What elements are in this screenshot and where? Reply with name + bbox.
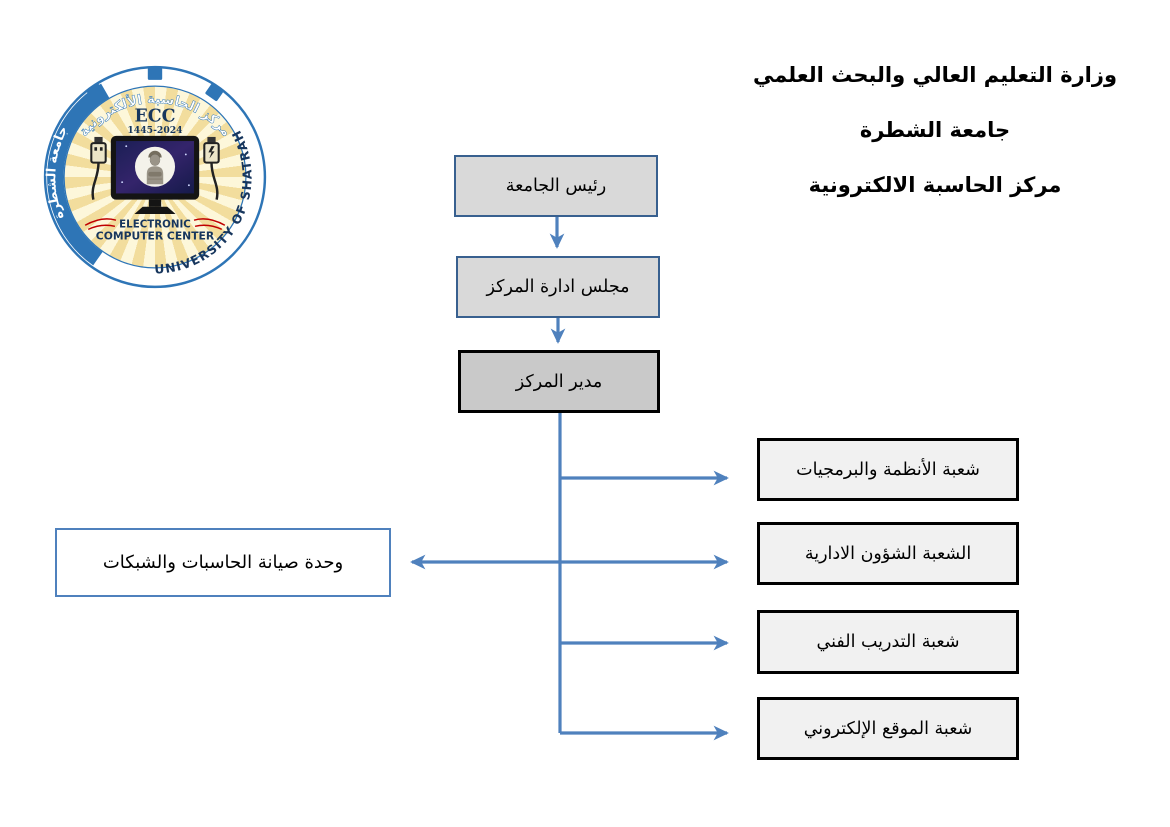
node-division-systems-software: شعبة الأنظمة والبرمجيات xyxy=(757,438,1019,501)
logo-university-english: UNIVERSITY OF SHATRAH xyxy=(154,127,255,277)
node-division-website: شعبة الموقع الإلكتروني xyxy=(757,697,1019,760)
node-division-administrative-affairs: الشعبة الشؤون الادارية xyxy=(757,522,1019,585)
logo-name-line2: COMPUTER CENTER xyxy=(95,229,215,243)
logo-artwork xyxy=(42,64,268,290)
usb-plug-right-icon xyxy=(204,137,218,200)
header-ministry: وزارة التعليم العالي والبحث العلمي xyxy=(752,63,1118,87)
node-division-technical-training: شعبة التدريب الفني xyxy=(757,610,1019,674)
logo-years: 1445-2024 xyxy=(127,124,183,136)
logo-university-arabic: جامعة الشطرة xyxy=(44,123,72,222)
usb-plug-left-icon xyxy=(91,137,105,200)
document-header xyxy=(705,60,1165,225)
node-maintenance-unit: وحدة صيانة الحاسبات والشبكات xyxy=(55,528,391,597)
computer-monitor-icon xyxy=(111,136,199,214)
header-university: جامعة الشطرة xyxy=(859,118,1011,142)
logo-acronym: ECC xyxy=(134,106,176,127)
node-university-president: رئيس الجامعة xyxy=(454,155,658,217)
node-center-director: مدير المركز xyxy=(458,350,660,413)
ecc-logo xyxy=(42,64,268,290)
logo-center-name-arabic: مركز الحاسبة الألكترونية xyxy=(76,91,234,140)
logo-name-line1: ELECTRONIC xyxy=(119,218,191,231)
header-center: مركز الحاسبة الالكترونية xyxy=(808,173,1062,197)
node-center-board: مجلس ادارة المركز xyxy=(456,256,660,318)
